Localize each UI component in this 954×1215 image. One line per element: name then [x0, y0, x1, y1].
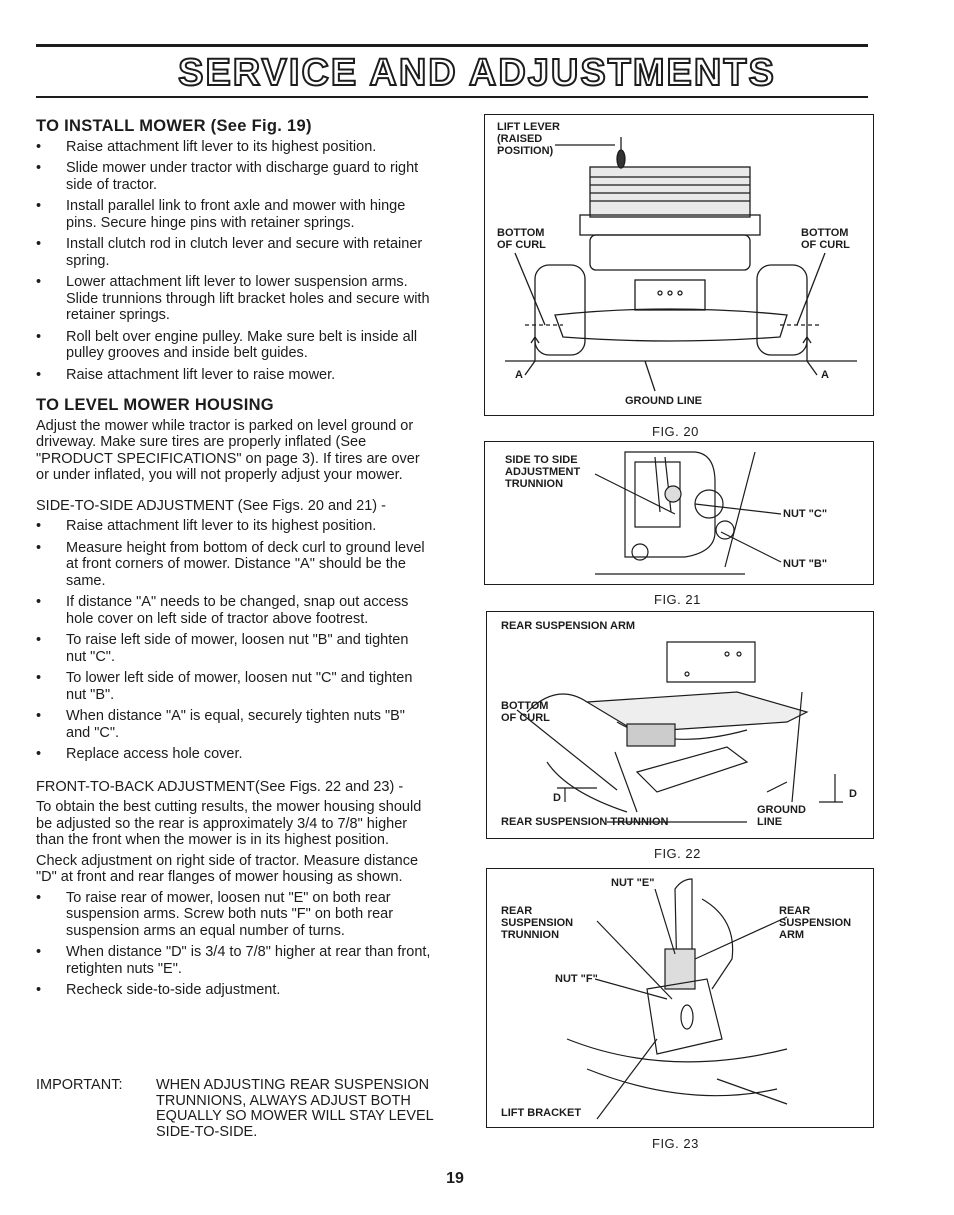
label-line: LINE: [757, 816, 783, 828]
label-lift-bracket: LIFT BRACKET: [501, 1107, 582, 1119]
front-paragraph-2: Check adjustment on right side of tractor. Measure distance "D" at front and rear flanges of mower housing as shown.: [36, 852, 419, 885]
label-rear-left: REAR: [501, 905, 533, 917]
label-ground: GROUND: [757, 804, 806, 816]
label-trunnion-left: TRUNNION: [501, 929, 560, 941]
list-item: • Replace access hole cover.: [36, 746, 432, 763]
label-nut-b: NUT "B": [783, 558, 828, 570]
label-a-left: A: [515, 369, 523, 381]
list-item: • Raise attachment lift lever to raise mower.: [36, 367, 432, 384]
left-column: [36, 118, 432, 1004]
page-number: 19: [446, 1170, 464, 1187]
list-item: • To raise left side of mower, loosen nut "B" and tighten nut "C".: [36, 632, 432, 665]
list-item: • Measure height from bottom of deck curl to ground level at front corners of mower. Distance "A" should be the same.: [36, 540, 432, 590]
label-side-to-side: SIDE TO SIDE: [505, 454, 578, 466]
label-raised: (RAISED: [497, 133, 543, 145]
list-item: • Roll belt over engine pulley. Make sure belt is inside all pulley grooves and inside belt guides.: [36, 329, 432, 362]
list-item: • Raise attachment lift lever to its highest position.: [36, 518, 432, 535]
label-position: POSITION): [497, 145, 554, 157]
label-adjustment: ADJUSTMENT: [505, 466, 581, 478]
label-rear-suspension-trunnion: REAR SUSPENSION TRUNNION: [501, 816, 669, 828]
list-item: • Recheck side-to-side adjustment.: [36, 982, 432, 999]
important-label: IMPORTANT:: [36, 1077, 123, 1093]
figure-20: [484, 114, 874, 416]
label-d-left: D: [553, 792, 561, 804]
label-lift-lever: LIFT LEVER: [497, 121, 560, 133]
install-heading: TO INSTALL MOWER (See Fig. 19): [36, 117, 312, 135]
list-item: • To raise rear of mower, loosen nut "E" on both rear suspension arms. Screw both nuts "F" on both rear suspension arms an equal number of turns.: [36, 890, 432, 940]
label-nut-e: NUT "E": [611, 877, 655, 889]
label-curl-right: OF CURL: [801, 239, 850, 251]
figure-21: [484, 441, 874, 585]
label-bottom-right: BOTTOM: [801, 227, 849, 239]
label-trunnion: TRUNNION: [505, 478, 564, 490]
level-heading: TO LEVEL MOWER HOUSING: [36, 396, 274, 414]
header-top-rule: [36, 44, 868, 47]
label-bottom: BOTTOM: [501, 700, 549, 712]
important-note: [36, 1078, 436, 1140]
label-rear-suspension-arm: REAR SUSPENSION ARM: [501, 620, 636, 632]
important-text: WHEN ADJUSTING REAR SUSPENSION TRUNNIONS, ALWAYS ADJUST BOTH EQUALLY SO MOWER WILL STAY LEVEL SIDE-TO-SIDE.: [156, 1077, 434, 1140]
label-nut-f: NUT "F": [555, 973, 598, 985]
rear-suspension-illustration: [487, 612, 873, 838]
label-suspension-right: SUSPENSION: [779, 917, 852, 929]
list-item: • Install clutch rod in clutch lever and secure with retainer spring.: [36, 236, 432, 269]
label-of-curl: OF CURL: [501, 712, 550, 724]
label-rear-right: REAR: [779, 905, 811, 917]
front-list: [36, 890, 432, 999]
side-list: [36, 518, 432, 763]
label-arm-right: ARM: [779, 929, 805, 941]
mower-front-illustration: [485, 115, 873, 415]
list-item: • To lower left side of mower, loosen nut "C" and tighten nut "B".: [36, 670, 432, 703]
page-title: SERVICE AND ADJUSTMENTS: [178, 52, 776, 94]
label-nut-c: NUT "C": [783, 508, 828, 520]
list-item: • When distance "A" is equal, securely tighten nuts "B" and "C".: [36, 708, 432, 741]
fig-20-caption: FIG. 20: [652, 424, 699, 439]
label-suspension-left: SUSPENSION: [501, 917, 574, 929]
list-item: • Lower attachment lift lever to lower suspension arms. Slide trunnions through lift bracket holes and secure with retainer springs.: [36, 274, 432, 324]
list-item: • When distance "D" is 3/4 to 7/8" higher at rear than front, retighten nuts "E".: [36, 944, 432, 977]
label-a-right: A: [821, 369, 829, 381]
lift-bracket-illustration: [487, 869, 873, 1127]
fig-22-caption: FIG. 22: [654, 846, 701, 861]
front-paragraph-1: To obtain the best cutting results, the mower housing should be adjusted so the rear is approximately 3/4 to 7/8" higher than the front when the mower is in its highest position.: [36, 799, 422, 848]
install-list: [36, 139, 432, 384]
label-bottom-left: BOTTOM: [497, 227, 545, 239]
label-d-right: D: [849, 788, 857, 800]
label-ground-line: GROUND LINE: [625, 395, 702, 407]
header-bottom-rule: [36, 96, 868, 98]
figure-23: [486, 868, 874, 1128]
list-item: • Slide mower under tractor with discharge guard to right side of tractor.: [36, 160, 432, 193]
label-curl-left: OF CURL: [497, 239, 546, 251]
front-heading: FRONT-TO-BACK ADJUSTMENT(See Figs. 22 and 23) -: [36, 778, 404, 795]
side-heading: SIDE-TO-SIDE ADJUSTMENT (See Figs. 20 and 21) -: [36, 497, 386, 514]
fig-23-caption: FIG. 23: [652, 1136, 699, 1151]
fig-21-caption: FIG. 21: [654, 592, 701, 607]
list-item: • If distance "A" needs to be changed, snap out access hole cover on left side of tractor above footrest.: [36, 594, 432, 627]
list-item: • Raise attachment lift lever to its highest position.: [36, 139, 432, 156]
figure-22: [486, 611, 874, 839]
list-item: • Install parallel link to front axle and mower with hinge pins. Secure hinge pins with retainer springs.: [36, 198, 432, 231]
level-intro: Adjust the mower while tractor is parked on level ground or driveway. Make sure tires are properly inflated (See "PRODUCT SPECIFICATIONS" on page 3). If tires are over or under inflated, you will not properly adjust your mower.: [36, 417, 420, 483]
